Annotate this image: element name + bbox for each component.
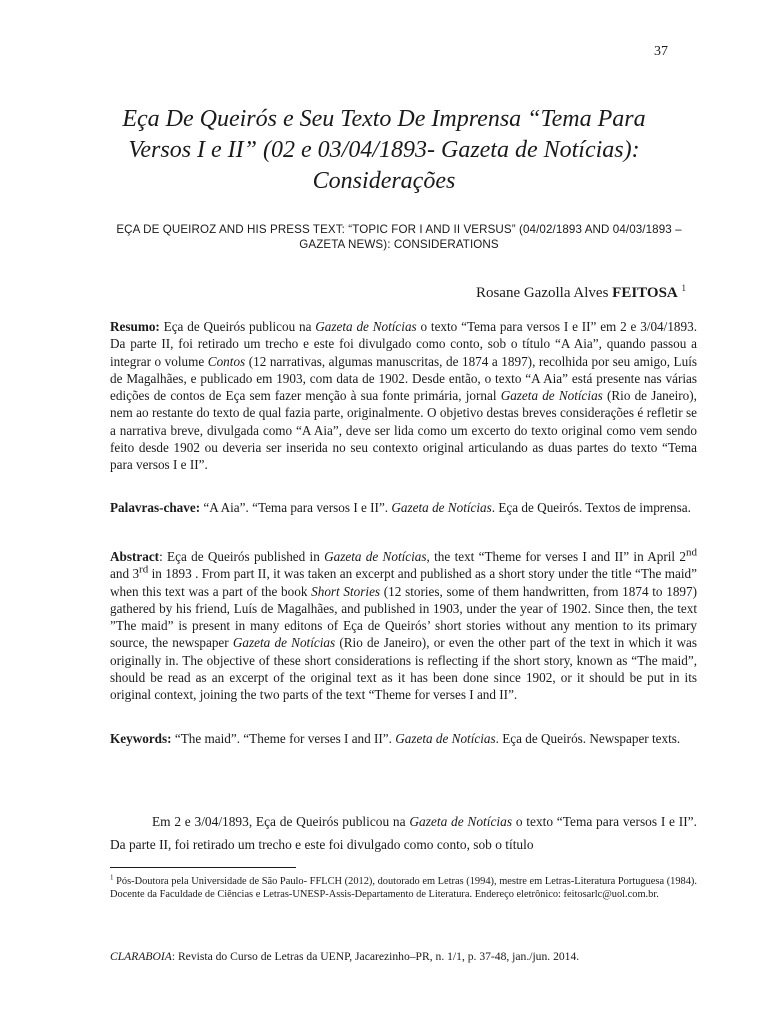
palavras-text-2: . Eça de Queirós. Textos de imprensa. (491, 500, 691, 515)
footnote (110, 875, 697, 902)
keywords-text-2: . Eça de Queirós. Newspaper texts. (495, 731, 681, 746)
palavras-text-1: “A Aia”. “Tema para versos I e II”. (200, 500, 392, 515)
author-line (476, 285, 686, 302)
abstract-text-5: (12 stories, some of them handwritten, from 1874 to 1897) gathered by his friend, Luís de Magalhães, and published in 1903, under the year of 1902. Since then, the text ”The maid” is present in many editons of Eça de Queirós’ short stories without any mention to its primary source, the newspaper (110, 583, 697, 651)
resumo-text-3: (12 narrativas, algumas manuscritas, de 1874 a 1897), recolhida por seu amigo, Luís de Magalhães, e publicado em 1903, com data de 1902. Desde então, o texto “A Aia” está presente nas várias edições de contos de Eça sem fazer menção à sua fonte primária, jornal (110, 353, 698, 404)
resumo-italic-1: Gazeta de Notícias (315, 319, 417, 334)
body-italic-1: Gazeta de Notícias (409, 814, 513, 829)
body-text-2: o texto “Tema para versos I e II”. Da parte II, foi retirado um trecho e este foi divulgado como conto, sob o título (110, 814, 697, 852)
page-number: 37 (654, 44, 668, 59)
footnote-marker: 1 (110, 873, 114, 882)
footnote-text: Pós-Doutora pela Universidade de São Paulo- FFLCH (2012), doutorado em Letras (1994), mestre em Letras-Literatura Portuguesa (1984). Docente da Faculdade de Ciências e Letras-UNESP-Assis-Departamento de Literatura. Endereço eletrônico: feitosarlc@uol.com.br. (110, 876, 697, 901)
resumo-text-1: Eça de Queirós publicou na (159, 319, 316, 334)
abstract-text-3: and 3 (110, 566, 140, 582)
page-footer (110, 950, 579, 963)
abstract-italic-2: Short Stories (311, 583, 381, 599)
abstract-sup-1: nd (686, 546, 697, 559)
author-given-names: Rosane Gazolla Alves (475, 285, 609, 301)
footnote-divider (110, 867, 296, 868)
keywords-text-1: “The maid”. “Theme for verses I and II”. (171, 731, 396, 746)
abstract-text-1: : Eça de Queirós published in (159, 549, 325, 564)
palavras-chave-paragraph (110, 499, 697, 516)
resumo-label: Resumo: (110, 319, 160, 334)
abstract-italic-1: Gazeta de Notícias (324, 549, 427, 564)
body-text-1: Em 2 e 3/04/1893, Eça de Queirós publicou na (152, 814, 410, 829)
keywords-label: Keywords: (110, 731, 172, 746)
abstract-text-2: , the text “Theme for verses I and II” in April 2 (426, 549, 686, 564)
footer-journal-name: CLARABOIA (110, 950, 172, 963)
resumo-text-4: (Rio de Janeiro), nem ao restante do texto de qual fazia parte, originalmente. O objetivo destas breves considerações é refletir se a narrativa breve, divulgada como “A Aia”, deve ser lida como um excerto do texto original como vem sendo feito desde 1902 ou deveria ser inserida no seu contexto original articulando as duas partes do texto “Tema para versos I e II”. (110, 388, 697, 473)
footer-citation: : Revista do Curso de Letras da UENP, Jacarezinho–PR, n. 1/1, p. 37-48, jan./jun. 2014. (171, 950, 580, 963)
author-footnote-ref: 1 (681, 283, 686, 293)
keywords-italic-1: Gazeta de Notícias (395, 731, 496, 746)
keywords-paragraph (110, 730, 697, 747)
resumo-paragraph (110, 318, 697, 474)
resumo-text-2: o texto “Tema para versos I e II” em 2 e 3/04/1893. Da parte II, foi retirado um trecho e este foi divulgado como conto, sob o título “A Aia”, quando passou a integrar o volume (110, 319, 697, 369)
resumo-italic-2: Contos (207, 353, 246, 369)
abstract-label: Abstract (110, 549, 160, 564)
article-title: Eça De Queirós e Seu Texto De Imprensa “Tema Para Versos I e II” (02 e 03/04/1893- Gazeta de Notícias): Considerações (122, 106, 646, 194)
abstract-text-6: (Rio de Janeiro), or even the other part of the text in which it was originally in. The objective of these short considerations is reflecting if the short story, known as “The maid”, should be read as an excerpt of the original text as it has been done since 1902, or it should be put in its original context, joining the two parts of the text “Theme for verses I and II”. (110, 635, 697, 703)
author-surname: FEITOSA (612, 285, 678, 301)
abstract-text-4: in 1893 . From part II, it was taken an excerpt and published as a short story under the title “The maid” when this text was a part of the book (110, 566, 697, 599)
palavras-italic-1: Gazeta de Notícias (391, 500, 492, 515)
abstract-sup-2: rd (139, 563, 149, 576)
resumo-italic-3: Gazeta de Notícias (500, 388, 603, 404)
english-title: EÇA DE QUEIROZ AND HIS PRESS TEXT: “TOPIC FOR I AND II VERSUS” (04/02/1893 AND 04/03/1893 – GAZETA NEWS): CONSIDERATIONS (116, 223, 682, 251)
palavras-chave-label: Palavras-chave: (110, 500, 201, 515)
abstract-italic-3: Gazeta de Notícias (232, 635, 336, 651)
body-paragraph (110, 810, 697, 856)
abstract-paragraph (110, 548, 697, 704)
